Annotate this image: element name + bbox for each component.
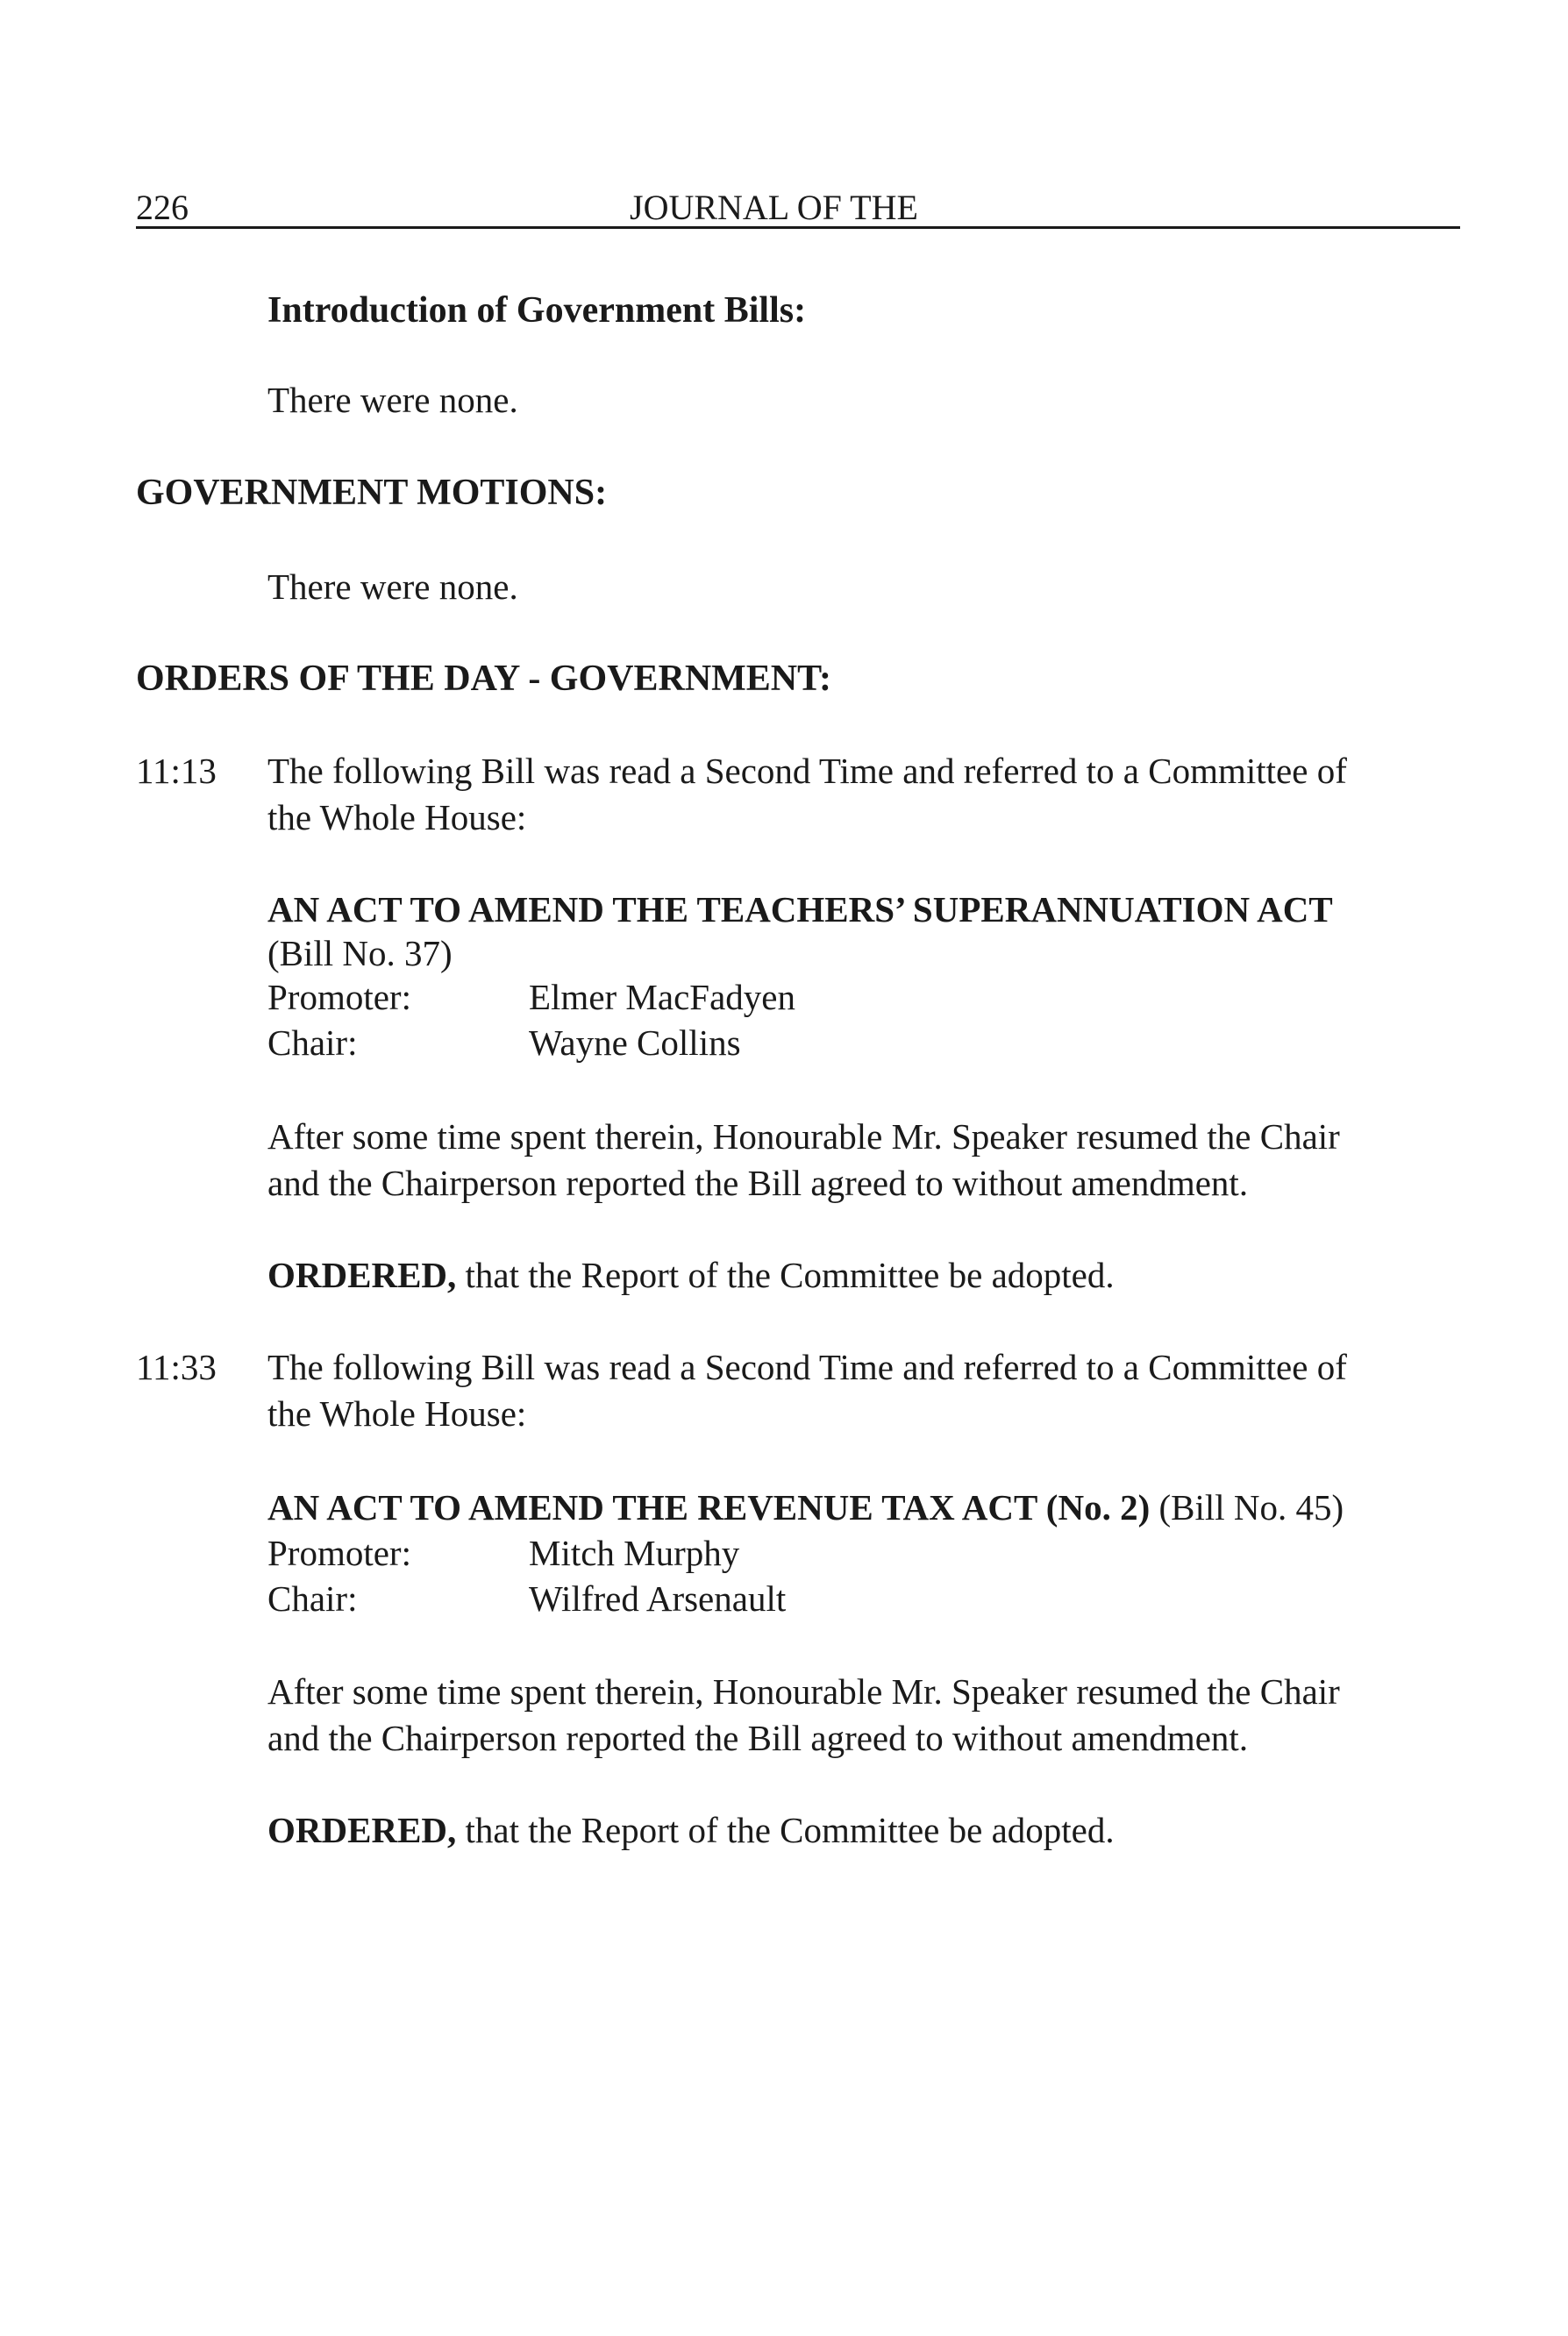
item-time: 11:13 [136, 751, 217, 791]
bill-number: (Bill No. 37) [267, 933, 453, 973]
ordered-keyword: ORDERED, [267, 1810, 457, 1850]
promoter-label: Promoter: [267, 977, 411, 1017]
running-title: JOURNAL OF THE [630, 188, 918, 227]
ordered-text: that the Report of the Committee be adopted. [456, 1810, 1115, 1850]
chair-name: Wayne Collins [529, 1022, 741, 1063]
orders-heading: ORDERS OF THE DAY - GOVERNMENT: [136, 659, 832, 699]
ordered-keyword: ORDERED, [267, 1255, 457, 1295]
page-number: 226 [136, 188, 189, 227]
ordered-line [267, 1254, 1115, 1296]
item-intro-line: the Whole House: [267, 797, 527, 837]
promoter-name: Mitch Murphy [529, 1533, 740, 1573]
chair-name: Wilfred Arsenault [529, 1578, 787, 1619]
after-text-line: After some time spent therein, Honourable Mr. Speaker resumed the Chair [267, 1116, 1340, 1157]
after-text-line: and the Chairperson reported the Bill agreed to without amendment. [267, 1718, 1249, 1758]
bill-number: (Bill No. 45) [1158, 1487, 1344, 1528]
introduction-heading: Introduction of Government Bills: [267, 290, 807, 331]
after-text-line: and the Chairperson reported the Bill agreed to without amendment. [267, 1163, 1249, 1203]
item-time: 11:33 [136, 1347, 217, 1387]
ordered-line [267, 1809, 1115, 1851]
motions-heading: GOVERNMENT MOTIONS: [136, 473, 608, 513]
header-rule [136, 226, 1460, 229]
chair-label: Chair: [267, 1022, 358, 1063]
after-text-line: After some time spent therein, Honourable Mr. Speaker resumed the Chair [267, 1671, 1340, 1712]
bill-title: AN ACT TO AMEND THE TEACHERS’ SUPERANNUATION ACT [267, 889, 1333, 929]
chair-label: Chair: [267, 1578, 358, 1619]
bill-title: AN ACT TO AMEND THE REVENUE TAX ACT (No. 2) [267, 1487, 1151, 1528]
ordered-text: that the Report of the Committee be adopted. [456, 1255, 1115, 1295]
bill-title-line [267, 1486, 1343, 1528]
item-intro-line: the Whole House: [267, 1393, 527, 1434]
promoter-label: Promoter: [267, 1533, 411, 1573]
introduction-text: There were none. [267, 380, 518, 420]
motions-text: There were none. [267, 566, 518, 607]
item-intro-line: The following Bill was read a Second Time and referred to a Committee of [267, 751, 1347, 791]
item-intro-line: The following Bill was read a Second Time and referred to a Committee of [267, 1347, 1347, 1387]
promoter-name: Elmer MacFadyen [529, 977, 795, 1017]
